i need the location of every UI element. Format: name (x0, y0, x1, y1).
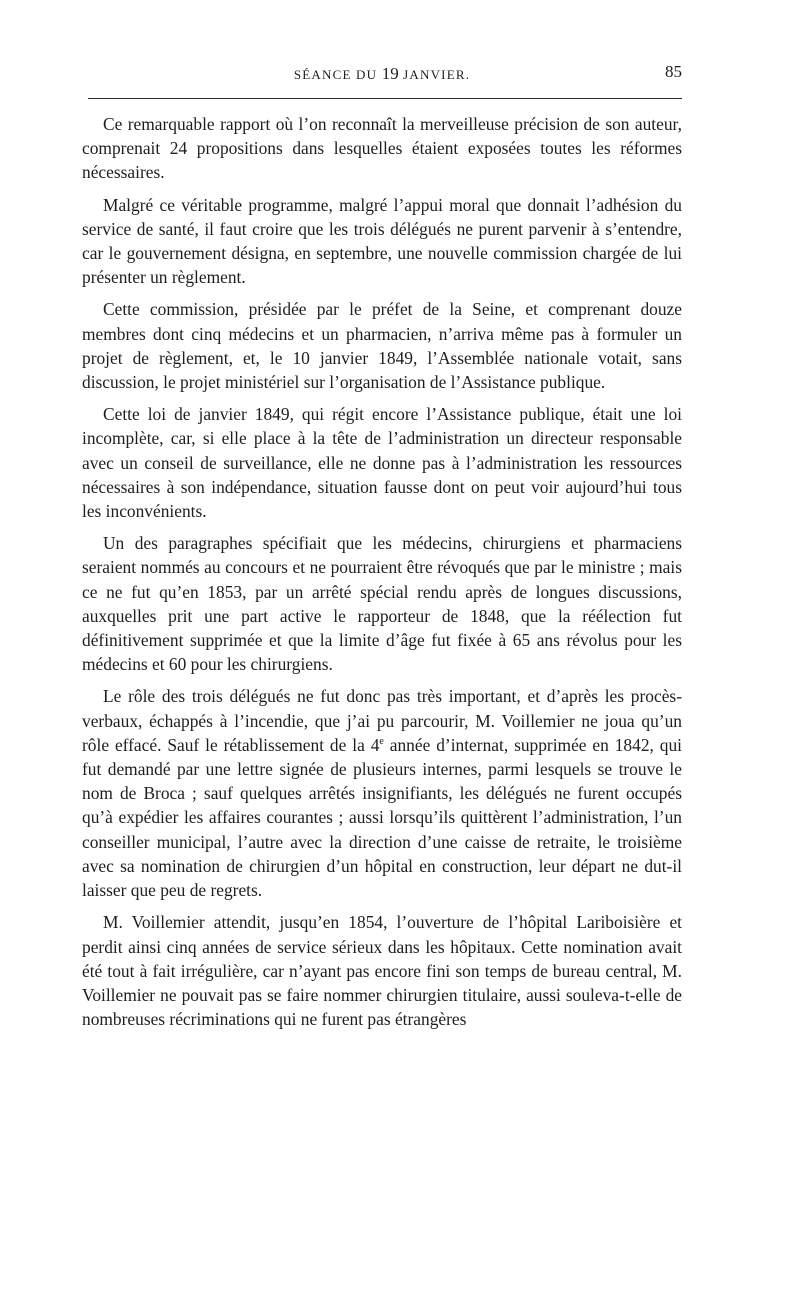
paragraph-text: Le rôle des trois délégués ne fut donc pas très important, et d’après les procès-verbaux, échappés à l’incendie, que j’ai pu parcourir, M. Voillemier ne joua qu’un rôle effacé. Sauf le rétablissement de la 4 (82, 686, 682, 755)
paragraph: Cette commission, présidée par le préfet de la Seine, et comprenant douze membres dont cinq médecins et un pharmacien, n’arriva même pas à formuler un projet de règlement, et, le 10 janvier 1849, l’Assemblée nationale votait, sans discussion, le projet ministériel sur l’organisation de l’Assistance publique. (82, 299, 682, 393)
paragraph (82, 684, 682, 902)
running-title-before: SÉANCE DU (293, 67, 382, 82)
superscript: e (379, 736, 384, 748)
paragraph-text: année d’internat, supprimée en 1842, qui fut demandé par une lettre signée de plusieurs internes, parmi lesquels se trouve le nom de Broca ; sauf quelques arrêtés insignifiants, les délégués ne furent occupés qu’à expédier les affaires courantes ; aussi lorsqu’ils quittèrent l’administration, l’un conseiller municipal, l’autre avec la direction d’une caisse de retraite, le troisième avec sa nomination de chirurgien d’un hôpital en construction, leur départ ne dut-il laisser que peu de regrets. (82, 734, 682, 901)
paragraph: Malgré ce véritable programme, malgré l’appui moral que donnait l’adhésion du service de santé, il faut croire que les trois délégués ne purent parvenir à s’entendre, car le gouvernement désigna, en septembre, une nouvelle commission chargée de lui présenter un règlement. (82, 194, 682, 288)
running-title-number: 19 (381, 64, 399, 83)
page-number: 85 (665, 62, 682, 81)
paragraph: Un des paragraphes spécifiait que les médecins, chirurgiens et pharmaciens seraient nommés au concours et ne pourraient être révoqués que par le ministre ; mais ce ne fut qu’en 1853, par un arrêté spécial rendu après de longues discussions, auxquelles prit une part active le rapporteur de 1848, que la réélection fut définitivement supprimée et que la limite d’âge fut fixée à 65 ans révolus pour les médecins et 60 pour les chirurgiens. (82, 533, 682, 675)
running-head (82, 60, 682, 90)
paragraph: Cette loi de janvier 1849, qui régit encore l’Assistance publique, était une loi incomplète, car, si elle place à la tête de l’administration un directeur responsable avec un conseil de surveillance, elle ne donne pas à l’administration les ressources nécessaires à son indépendance, situation fausse dont on peut voir aujourd’hui tous les inconvénients. (82, 404, 682, 522)
book-page (82, 60, 682, 1039)
running-title (82, 64, 682, 84)
paragraph: M. Voillemier attendit, jusqu’en 1854, l’ouverture de l’hôpital Lariboisière et perdit ainsi cinq années de service sérieux dans les hôpitaux. Cette nomination avait été tout à fait irrégulière, car n’ayant pas encore fini son temps de bureau central, M. Voillemier ne pouvait pas se faire nommer chirurgien titulaire, aussi souleva-t-elle de nombreuses récriminations qui ne furent pas étrangères (82, 912, 682, 1030)
body-text (82, 112, 682, 1031)
running-title-after: JANVIER. (398, 67, 471, 82)
paragraph: Ce remarquable rapport où l’on reconnaît la merveilleuse précision de son auteur, comprenait 24 propositions dans lesquelles étaient exposées toutes les réformes nécessaires. (82, 114, 682, 183)
header-rule (88, 98, 682, 99)
